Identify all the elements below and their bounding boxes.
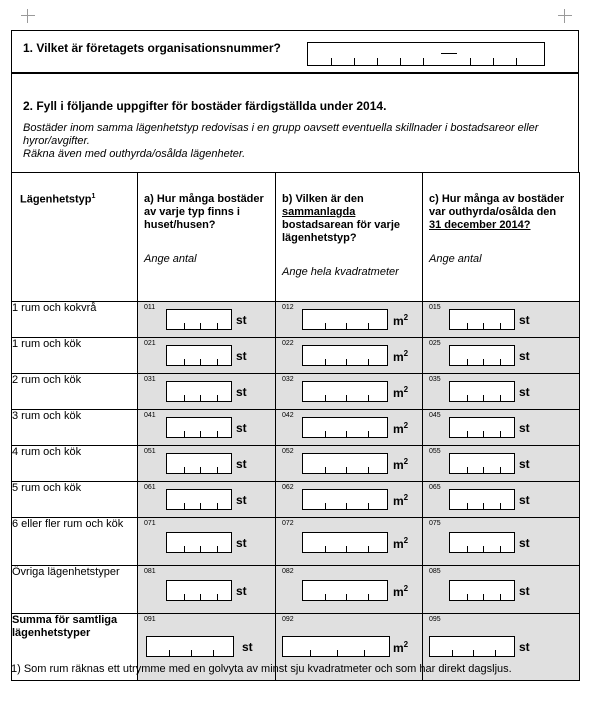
table-row (12, 482, 580, 518)
vacant-input[interactable] (449, 309, 515, 330)
cell-c (423, 302, 580, 338)
cell-b (276, 446, 423, 482)
count-input[interactable] (166, 532, 232, 553)
count-input[interactable] (166, 345, 232, 366)
area-input[interactable] (302, 453, 388, 474)
col-a-hint: Ange antal (144, 253, 197, 265)
cell-a (138, 302, 276, 338)
field-code: 082 (282, 568, 294, 575)
field-code: 011 (144, 304, 156, 311)
unit-st: st (242, 640, 253, 654)
unit-st: st (236, 349, 247, 363)
row-label: 5 rum och kök (12, 482, 138, 518)
unit-st: st (236, 457, 247, 471)
row-label: 3 rum och kök (12, 410, 138, 446)
cell-a (138, 410, 276, 446)
unit-m2: $m^2$ (393, 536, 409, 551)
unit-st: st (236, 385, 247, 399)
unit-st: st (519, 457, 530, 471)
field-code: 031 (144, 376, 156, 383)
unit-st: st (236, 493, 247, 507)
unit-m2: $m^2$ (393, 349, 409, 364)
org-number-input[interactable] (307, 42, 545, 66)
cell-b (276, 518, 423, 566)
vacant-input[interactable] (449, 489, 515, 510)
instruction-grouping: Bostäder inom samma lägenhetstyp redovisas i en grupp oavsett eventuella skillnader i bostadsareor eller hyror/avgifter. (23, 122, 539, 147)
unit-st: st (519, 493, 530, 507)
col-c-hint: Ange antal (429, 253, 482, 265)
unit-st: st (519, 313, 530, 327)
cell-a (138, 518, 276, 566)
table-row (12, 446, 580, 482)
table-row (12, 338, 580, 374)
cell-c (423, 566, 580, 614)
header-col-c (423, 173, 580, 302)
field-code: 055 (429, 448, 441, 455)
row-label: 1 rum och kök (12, 338, 138, 374)
vacant-input[interactable] (449, 381, 515, 402)
unit-m2: $m^2$ (393, 457, 409, 472)
instruction-vacant: Räkna även med outhyrda/osålda lägenheter. (23, 148, 246, 160)
count-input[interactable] (166, 580, 232, 601)
field-code: 041 (144, 412, 156, 419)
cell-b (276, 482, 423, 518)
question-1-label: 1. Vilket är företagets organisationsnummer? (23, 41, 281, 55)
field-code: 025 (429, 340, 441, 347)
row-label: 6 eller fler rum och kök (12, 518, 138, 566)
field-code: 012 (282, 304, 294, 311)
cell-b (276, 374, 423, 410)
question-2-header (11, 74, 579, 172)
row-label: 4 rum och kök (12, 446, 138, 482)
unit-m2: $m^2$ (393, 640, 409, 655)
field-code: 052 (282, 448, 294, 455)
vacant-input[interactable] (449, 453, 515, 474)
area-input[interactable] (302, 580, 388, 601)
count-input[interactable] (166, 381, 232, 402)
area-input[interactable] (302, 381, 388, 402)
area-input[interactable] (302, 532, 388, 553)
cell-b (276, 302, 423, 338)
vacant-input[interactable] (449, 345, 515, 366)
cell-c (423, 446, 580, 482)
question-2-instructions (23, 122, 573, 161)
area-input[interactable] (302, 345, 388, 366)
table-row (12, 410, 580, 446)
field-code: 062 (282, 484, 294, 491)
cell-a (138, 338, 276, 374)
area-input[interactable] (302, 489, 388, 510)
cell-a (138, 374, 276, 410)
unit-st: st (519, 640, 530, 654)
area-input[interactable] (302, 417, 388, 438)
field-code: 081 (144, 568, 156, 575)
question-2-title: 2. Fyll i följande uppgifter för bostäder färdigställda under 2014. (23, 99, 387, 113)
field-code: 085 (429, 568, 441, 575)
field-code: 092 (282, 616, 294, 623)
area-input[interactable] (302, 309, 388, 330)
cell-a (138, 446, 276, 482)
unit-st: st (519, 385, 530, 399)
count-input[interactable] (146, 636, 234, 657)
unit-st: st (236, 421, 247, 435)
field-code: 032 (282, 376, 294, 383)
field-code: 042 (282, 412, 294, 419)
unit-m2: $m^2$ (393, 584, 409, 599)
cell-c (423, 338, 580, 374)
unit-m2: $m^2$ (393, 421, 409, 436)
count-input[interactable] (166, 453, 232, 474)
field-code: 072 (282, 520, 294, 527)
header-apartment-type: Lägenhetstyp$^1$ (12, 173, 138, 302)
cell-b (276, 338, 423, 374)
field-code: 021 (144, 340, 156, 347)
vacant-input[interactable] (449, 580, 515, 601)
table-row (12, 302, 580, 338)
row-label: 1 rum och kokvrå (12, 302, 138, 338)
cell-b (276, 410, 423, 446)
unit-m2: $m^2$ (393, 313, 409, 328)
unit-st: st (519, 421, 530, 435)
col-b-hint: Ange hela kvadratmeter (282, 266, 399, 278)
col-c-question: c) Hur många av bostäder var outhyrda/osålda den 31 december 2014? (429, 193, 565, 231)
field-code: 095 (429, 616, 441, 623)
row-label: 2 rum och kök (12, 374, 138, 410)
field-code: 045 (429, 412, 441, 419)
question-1-section (11, 30, 579, 74)
header-col-b (276, 173, 423, 302)
dwelling-table (11, 172, 580, 681)
table-row (12, 566, 580, 614)
field-code: 065 (429, 484, 441, 491)
col-b-question: b) Vilken är den sammanlagda bostadsarean för varje lägenhetstyp? (282, 193, 400, 244)
row-label: Övriga lägenhetstyper (12, 566, 138, 614)
unit-st: st (519, 536, 530, 550)
footnote: 1) Som rum räknas ett utrymme med en golvyta av minst sju kvadratmeter och som har direkt dagsljus. (11, 663, 512, 675)
cell-c (423, 410, 580, 446)
table-row (12, 374, 580, 410)
vacant-input[interactable] (449, 417, 515, 438)
cell-c (423, 482, 580, 518)
unit-st: st (519, 349, 530, 363)
header-col-a (138, 173, 276, 302)
cell-a (138, 566, 276, 614)
field-code: 022 (282, 340, 294, 347)
crop-mark-top-right (558, 9, 572, 23)
field-code: 071 (144, 520, 156, 527)
table-header-row (12, 173, 580, 302)
unit-m2: $m^2$ (393, 493, 409, 508)
field-code: 091 (144, 616, 156, 623)
cell-a (138, 482, 276, 518)
count-input[interactable] (166, 309, 232, 330)
unit-st: st (236, 536, 247, 550)
field-code: 075 (429, 520, 441, 527)
field-code: 015 (429, 304, 441, 311)
field-code: 061 (144, 484, 156, 491)
table-row (12, 518, 580, 566)
unit-st: st (519, 584, 530, 598)
unit-m2: $m^2$ (393, 385, 409, 400)
row-label: Summa för samtliga lägenhetstyper (12, 614, 138, 681)
field-code: 035 (429, 376, 441, 383)
unit-st: st (236, 313, 247, 327)
vacant-input[interactable] (429, 636, 515, 657)
cell-c (423, 374, 580, 410)
vacant-input[interactable] (449, 532, 515, 553)
field-code: 051 (144, 448, 156, 455)
unit-st: st (236, 584, 247, 598)
col-a-question: a) Hur många bostäder av varje typ finns i huset/husen? (144, 193, 264, 231)
count-input[interactable] (166, 417, 232, 438)
count-input[interactable] (166, 489, 232, 510)
cell-c (423, 518, 580, 566)
crop-mark-top-left (21, 9, 35, 23)
cell-b (276, 566, 423, 614)
area-input[interactable] (282, 636, 390, 657)
